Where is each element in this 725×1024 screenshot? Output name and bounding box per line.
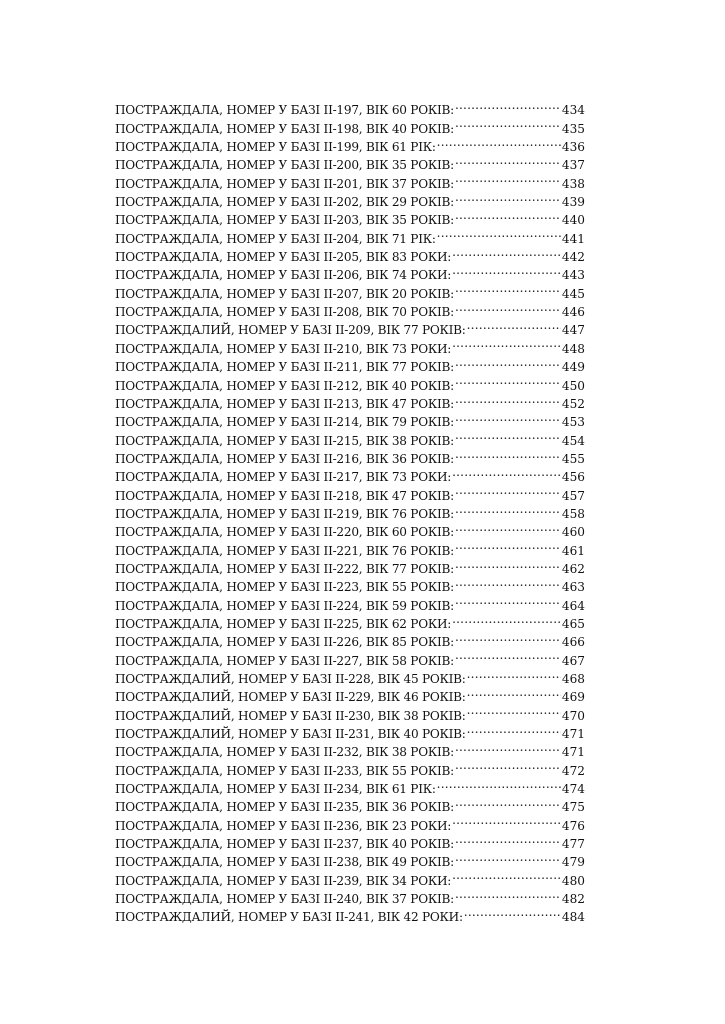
toc-entry-title: ПОСТРАЖДАЛА, НОМЕР У БАЗІ II-217, ВІК 73 РОКИ: xyxy=(115,470,452,485)
toc-entry-title: ПОСТРАЖДАЛА, НОМЕР У БАЗІ II-224, ВІК 59 РОКІВ: xyxy=(115,598,454,613)
toc-dot-leader xyxy=(455,169,561,187)
toc-dot-leader xyxy=(455,793,561,811)
toc-entry-page-number: 441 xyxy=(561,231,585,246)
toc-dot-leader xyxy=(464,903,561,921)
toc-dot-leader xyxy=(452,610,561,628)
toc-entry-page-number: 455 xyxy=(561,451,585,466)
toc-entry-page-number: 465 xyxy=(561,616,585,631)
toc-entry-title: ПОСТРАЖДАЛА, НОМЕР У БАЗІ II-232, ВІК 38 РОКІВ: xyxy=(115,745,454,760)
toc-entry-page-number: 463 xyxy=(561,580,585,595)
toc-entry-title: ПОСТРАЖДАЛА, НОМЕР У БАЗІ II-221, ВІК 76 РОКІВ: xyxy=(115,543,454,558)
toc-dot-leader xyxy=(455,738,561,756)
toc-entry-page-number: 474 xyxy=(561,782,585,797)
toc-dot-leader xyxy=(455,298,561,316)
toc-entry-page-number: 438 xyxy=(561,176,585,191)
toc-entry-page-number: 464 xyxy=(561,598,585,613)
toc-entry-title: ПОСТРАЖДАЛА, НОМЕР У БАЗІ II-214, ВІК 79 РОКІВ: xyxy=(115,415,454,430)
toc-dot-leader xyxy=(455,555,561,573)
toc-dot-leader xyxy=(452,866,561,884)
toc-entry-page-number: 450 xyxy=(561,378,585,393)
toc-entry-title: ПОСТРАЖДАЛА, НОМЕР У БАЗІ II-239, ВІК 34 РОКИ: xyxy=(115,873,452,888)
toc-entry-page-number: 461 xyxy=(561,543,585,558)
toc-dot-leader xyxy=(467,720,561,738)
toc-entry-page-number: 458 xyxy=(561,506,585,521)
toc-entry-title: ПОСТРАЖДАЛА, НОМЕР У БАЗІ II-227, ВІК 58 РОКІВ: xyxy=(115,653,454,668)
toc-entry-title: ПОСТРАЖДАЛА, НОМЕР У БАЗІ II-205, ВІК 83 РОКИ: xyxy=(115,250,452,265)
toc-entry-page-number: 475 xyxy=(561,800,585,815)
toc-entry-page-number: 435 xyxy=(561,121,585,136)
toc-entry-title: ПОСТРАЖДАЛА, НОМЕР У БАЗІ II-222, ВІК 77 РОКІВ: xyxy=(115,561,454,576)
toc-entry-title: ПОСТРАЖДАЛИЙ, НОМЕР У БАЗІ II-229, ВІК 46 РОКІВ: xyxy=(115,690,466,705)
toc-entry-title: ПОСТРАЖДАЛА, НОМЕР У БАЗІ II-213, ВІК 47 РОКІВ: xyxy=(115,396,454,411)
toc-dot-leader xyxy=(452,463,561,481)
toc-entry-title: ПОСТРАЖДАЛА, НОМЕР У БАЗІ II-219, ВІК 76 РОКІВ: xyxy=(115,506,454,521)
toc-entry-page-number: 437 xyxy=(561,158,585,173)
toc-entry-title: ПОСТРАЖДАЛА, НОМЕР У БАЗІ II-225, ВІК 62 РОКИ: xyxy=(115,616,452,631)
toc-entry-page-number: 476 xyxy=(561,818,585,833)
toc-dot-leader xyxy=(455,848,561,866)
toc-dot-leader xyxy=(452,334,561,352)
toc-entry-title: ПОСТРАЖДАЛА, НОМЕР У БАЗІ II-200, ВІК 35 РОКІВ: xyxy=(115,158,454,173)
toc-entry-title: ПОСТРАЖДАЛА, НОМЕР У БАЗІ II-210, ВІК 73 РОКИ: xyxy=(115,341,452,356)
toc-entry[interactable] xyxy=(115,96,585,118)
toc-dot-leader xyxy=(455,408,561,426)
toc-dot-leader xyxy=(452,243,561,261)
toc-dot-leader xyxy=(452,811,561,829)
toc-dot-leader xyxy=(455,500,561,518)
toc-dot-leader xyxy=(455,591,561,609)
toc-entry-title: ПОСТРАЖДАЛА, НОМЕР У БАЗІ II-202, ВІК 29 РОКІВ: xyxy=(115,195,454,210)
toc-entry-title: ПОСТРАЖДАЛА, НОМЕР У БАЗІ II-223, ВІК 55 РОКІВ: xyxy=(115,580,454,595)
toc-entry-title: ПОСТРАЖДАЛА, НОМЕР У БАЗІ II-240, ВІК 37 РОКІВ: xyxy=(115,892,454,907)
toc-entry-page-number: 468 xyxy=(561,672,585,686)
toc-dot-leader xyxy=(467,665,561,683)
toc-entry-title: ПОСТРАЖДАЛИЙ, НОМЕР У БАЗІ II-228, ВІК 45 РОКІВ: xyxy=(115,672,466,686)
toc-dot-leader xyxy=(455,518,561,536)
toc-entry-title: ПОСТРАЖДАЛА, НОМЕР У БАЗІ II-212, ВІК 40 РОКІВ: xyxy=(115,378,454,393)
toc-entry-page-number: 442 xyxy=(561,250,585,265)
toc-entry-title: ПОСТРАЖДАЛА, НОМЕР У БАЗІ II-238, ВІК 49 РОКІВ: xyxy=(115,855,454,870)
toc-dot-leader xyxy=(455,96,561,114)
toc-entry-title: ПОСТРАЖДАЛА, НОМЕР У БАЗІ II-216, ВІК 36 РОКІВ: xyxy=(115,451,454,466)
toc-entry-page-number: 457 xyxy=(561,488,585,503)
toc-entry-page-number: 484 xyxy=(561,910,585,925)
toc-entry-title: ПОСТРАЖДАЛА, НОМЕР У БАЗІ II-235, ВІК 36 РОКІВ: xyxy=(115,800,454,815)
toc-entry-page-number: 447 xyxy=(561,323,585,338)
toc-entry-title: ПОСТРАЖДАЛА, НОМЕР У БАЗІ II-226, ВІК 85 РОКІВ: xyxy=(115,635,454,650)
toc-dot-leader xyxy=(455,536,561,554)
toc-entry-page-number: 436 xyxy=(561,140,585,155)
toc-entry-title: ПОСТРАЖДАЛА, НОМЕР У БАЗІ II-198, ВІК 40 РОКІВ: xyxy=(115,121,454,136)
toc-entry-title: ПОСТРАЖДАЛИЙ, НОМЕР У БАЗІ II-231, ВІК 40 РОКІВ: xyxy=(115,727,466,742)
toc-entry-title: ПОСТРАЖДАЛА, НОМЕР У БАЗІ II-207, ВІК 20 РОКІВ: xyxy=(115,286,454,301)
toc-entry-page-number: 471 xyxy=(561,745,585,760)
toc-dot-leader xyxy=(455,885,561,903)
toc-dot-leader xyxy=(455,279,561,297)
toc-entry-title: ПОСТРАЖДАЛА, НОМЕР У БАЗІ II-204, ВІК 71 РІК: xyxy=(115,231,436,246)
toc-entry-title: ПОСТРАЖДАЛА, НОМЕР У БАЗІ II-236, ВІК 23 РОКИ: xyxy=(115,818,452,833)
toc-dot-leader xyxy=(455,371,561,389)
toc-dot-leader xyxy=(455,628,561,646)
toc-entry-title: ПОСТРАЖДАЛИЙ, НОМЕР У БАЗІ II-209, ВІК 77 РОКІВ: xyxy=(115,323,466,338)
toc-dot-leader xyxy=(452,261,561,279)
toc-entry-title: ПОСТРАЖДАЛА, НОМЕР У БАЗІ II-218, ВІК 47 РОКІВ: xyxy=(115,488,454,503)
toc-entry-title: ПОСТРАЖДАЛА, НОМЕР У БАЗІ II-199, ВІК 61 РІК: xyxy=(115,140,436,155)
toc-dot-leader xyxy=(455,353,561,371)
toc-entry-page-number: 445 xyxy=(561,286,585,301)
toc-entry-title: ПОСТРАЖДАЛА, НОМЕР У БАЗІ II-220, ВІК 60 РОКІВ: xyxy=(115,525,454,540)
toc-dot-leader xyxy=(455,390,561,408)
toc-dot-leader xyxy=(455,830,561,848)
toc-entry-title: ПОСТРАЖДАЛИЙ, НОМЕР У БАЗІ II-241, ВІК 42 РОКИ: xyxy=(115,910,463,925)
toc-entry-title: ПОСТРАЖДАЛА, НОМЕР У БАЗІ II-208, ВІК 70 РОКІВ: xyxy=(115,305,454,320)
toc-dot-leader xyxy=(437,775,561,793)
toc-dot-leader xyxy=(455,114,561,132)
toc-entry-page-number: 452 xyxy=(561,396,585,411)
toc-entry-page-number: 443 xyxy=(561,268,585,283)
toc-entry-page-number: 470 xyxy=(561,708,585,723)
toc-entry-title: ПОСТРАЖДАЛИЙ, НОМЕР У БАЗІ II-230, ВІК 38 РОКІВ: xyxy=(115,708,466,723)
toc-entry-page-number: 456 xyxy=(561,470,585,485)
toc-entry-page-number: 454 xyxy=(561,433,585,448)
toc-dot-leader xyxy=(455,188,561,206)
toc-dot-leader xyxy=(455,646,561,664)
toc-dot-leader xyxy=(455,573,561,591)
toc-entry-page-number: 446 xyxy=(561,305,585,320)
toc-entry-page-number: 448 xyxy=(561,341,585,356)
toc-entry-page-number: 453 xyxy=(561,415,585,430)
toc-entry-page-number: 466 xyxy=(561,635,585,650)
toc-entry-title: ПОСТРАЖДАЛА, НОМЕР У БАЗІ II-211, ВІК 77 РОКІВ: xyxy=(115,360,454,375)
toc-entry-page-number: 471 xyxy=(561,727,585,742)
toc-dot-leader xyxy=(455,756,561,774)
toc-entry-page-number: 440 xyxy=(561,213,585,228)
toc-dot-leader xyxy=(437,224,561,242)
toc-dot-leader xyxy=(467,683,561,701)
toc-dot-leader xyxy=(455,426,561,444)
toc-entry-title: ПОСТРАЖДАЛА, НОМЕР У БАЗІ II-233, ВІК 55 РОКІВ: xyxy=(115,763,454,778)
toc-entry-page-number: 462 xyxy=(561,561,585,576)
toc-entry-page-number: 472 xyxy=(561,763,585,778)
toc-dot-leader xyxy=(437,133,561,151)
toc-entry-page-number: 434 xyxy=(561,103,585,118)
toc-entry-title: ПОСТРАЖДАЛА, НОМЕР У БАЗІ II-215, ВІК 38 РОКІВ: xyxy=(115,433,454,448)
toc-entry-title: ПОСТРАЖДАЛА, НОМЕР У БАЗІ II-237, ВІК 40 РОКІВ: xyxy=(115,837,454,852)
toc-entry-title: ПОСТРАЖДАЛА, НОМЕР У БАЗІ II-206, ВІК 74 РОКИ: xyxy=(115,268,452,283)
toc-entry-page-number: 439 xyxy=(561,195,585,210)
toc-dot-leader xyxy=(455,206,561,224)
toc-entry-title: ПОСТРАЖДАЛА, НОМЕР У БАЗІ II-203, ВІК 35 РОКІВ: xyxy=(115,213,454,228)
toc-entry-title: ПОСТРАЖДАЛА, НОМЕР У БАЗІ II-197, ВІК 60 РОКІВ: xyxy=(115,103,454,118)
toc-dot-leader xyxy=(455,151,561,169)
toc-dot-leader xyxy=(455,445,561,463)
toc-dot-leader xyxy=(467,316,561,334)
toc-entry-page-number: 467 xyxy=(561,653,585,668)
table-of-contents xyxy=(115,96,585,925)
toc-entry-page-number: 460 xyxy=(561,525,585,540)
toc-dot-leader xyxy=(455,481,561,499)
toc-entry-page-number: 482 xyxy=(561,892,585,907)
toc-dot-leader xyxy=(467,701,561,719)
toc-entry-title: ПОСТРАЖДАЛА, НОМЕР У БАЗІ II-234, ВІК 61 РІК: xyxy=(115,782,436,797)
toc-entry-page-number: 469 xyxy=(561,690,585,705)
toc-entry-page-number: 449 xyxy=(561,360,585,375)
toc-entry-title: ПОСТРАЖДАЛА, НОМЕР У БАЗІ II-201, ВІК 37 РОКІВ: xyxy=(115,176,454,191)
toc-entry-page-number: 479 xyxy=(561,855,585,870)
toc-entry-page-number: 480 xyxy=(561,873,585,888)
toc-entry-page-number: 477 xyxy=(561,837,585,852)
